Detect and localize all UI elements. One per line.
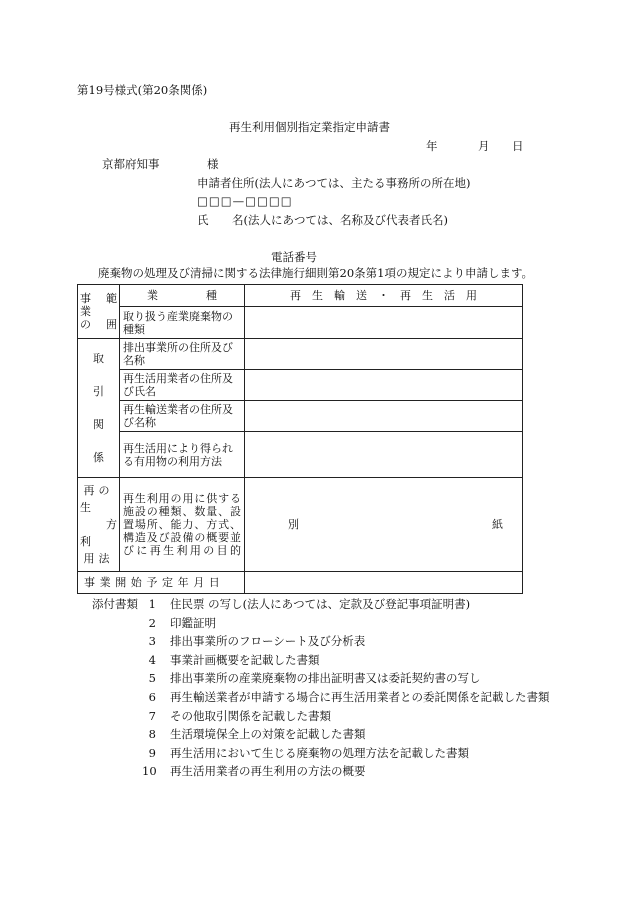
form-number: 第19号様式(第20条関係) (77, 83, 208, 97)
date-year-label: 年 (426, 139, 438, 153)
attachment-number: 8 (148, 727, 156, 742)
attachment-text: 事業計画概要を記載した書類 (170, 652, 320, 667)
attachment-text: その他取引関係を記載した書類 (170, 708, 331, 723)
attachment-number: 5 (148, 671, 156, 686)
postal-code: □□□—□□□□ (197, 194, 293, 208)
attachments-label: 添付書類 (92, 597, 138, 611)
recycler-field[interactable] (245, 370, 523, 401)
phone-label: 電話番号 (271, 250, 317, 264)
separate-sheet-field (245, 478, 523, 572)
date-day-label: 日 (512, 139, 524, 153)
attachment-number: 2 (148, 615, 156, 630)
transporter-field[interactable] (245, 401, 523, 432)
facility-description-label: 再生利用の用に供する施設の種類、数量、設置場所、能力、方式、構造及び設備の概要並びに再生利用の目的 (120, 478, 245, 572)
business-type-header: 業 種 (120, 285, 245, 307)
transaction-label: 取 引 関 係 (78, 339, 120, 478)
honorific: 様 (207, 157, 219, 171)
attachment-text: 再生活用業者の再生利用の方法の概要 (170, 764, 366, 779)
useful-material-field[interactable] (245, 432, 523, 478)
attachment-text: 再生活用において生じる廃棄物の処理方法を記載した書類 (170, 745, 469, 760)
attachment-number: 9 (148, 745, 156, 760)
attachment-number: 10 (142, 764, 157, 779)
document-title: 再生利用個別指定業指定申請書 (229, 120, 390, 134)
attachment-text: 排出事業所の産業廃棄物の排出証明書又は委託契約書の写し (170, 671, 481, 686)
application-statement: 廃棄物の処理及び清掃に関する法律施行細則第20条第1項の規定により申請します。 (98, 266, 534, 280)
applicant-address-label: 申請者住所(法人にあつては、主たる事務所の所在地) (197, 176, 471, 190)
attachment-number: 3 (148, 634, 156, 649)
method-label: 再の 生 方 利 用法 (78, 478, 120, 572)
date-month-label: 月 (478, 139, 490, 153)
waste-types-field[interactable] (245, 307, 523, 339)
attachment-text: 排出事業所のフローシート及び分析表 (170, 634, 366, 649)
addressee: 京都府知事 (102, 157, 160, 171)
start-date-label: 事業開始予定年月日 (78, 572, 245, 594)
attachment-text: 印鑑証明 (170, 615, 216, 630)
separate-sheet-char-2: 紙 (492, 518, 503, 531)
useful-material-label: 再生活用により得られる有用物の利用方法 (120, 432, 245, 478)
waste-types-label: 取り扱う産業廃棄物の種類 (120, 307, 245, 339)
application-table (77, 284, 523, 594)
attachment-number: 1 (148, 597, 156, 611)
separate-sheet-char-1: 別 (288, 518, 299, 531)
attachment-text: 住民票 の写し(法人にあつては、定款及び登記事項証明書) (170, 597, 471, 611)
attachment-number: 4 (148, 652, 156, 667)
applicant-name-label: 名(法人にあつては、名称及び代表者氏名) (232, 213, 448, 227)
attachment-text: 生活環境保全上の対策を記載した書類 (170, 727, 366, 742)
discharge-site-field[interactable] (245, 339, 523, 370)
start-date-field[interactable] (245, 572, 523, 594)
transporter-label: 再生輸送業者の住所及び名称 (120, 401, 245, 432)
business-type-value: 再 生 輸 送 ・ 再 生 活 用 (245, 285, 523, 307)
attachment-text: 再生輸送業者が申請する場合に再生活用業者との委託関係を記載した書類 (170, 689, 550, 704)
applicant-name-label-char: 氏 (197, 213, 209, 227)
scope-label: 事 範 業 の 囲 (78, 285, 120, 339)
attachment-number: 7 (148, 708, 156, 723)
discharge-site-label: 排出事業所の住所及び名称 (120, 339, 245, 370)
attachment-number: 6 (148, 689, 156, 704)
recycler-label: 再生活用業者の住所及び氏名 (120, 370, 245, 401)
